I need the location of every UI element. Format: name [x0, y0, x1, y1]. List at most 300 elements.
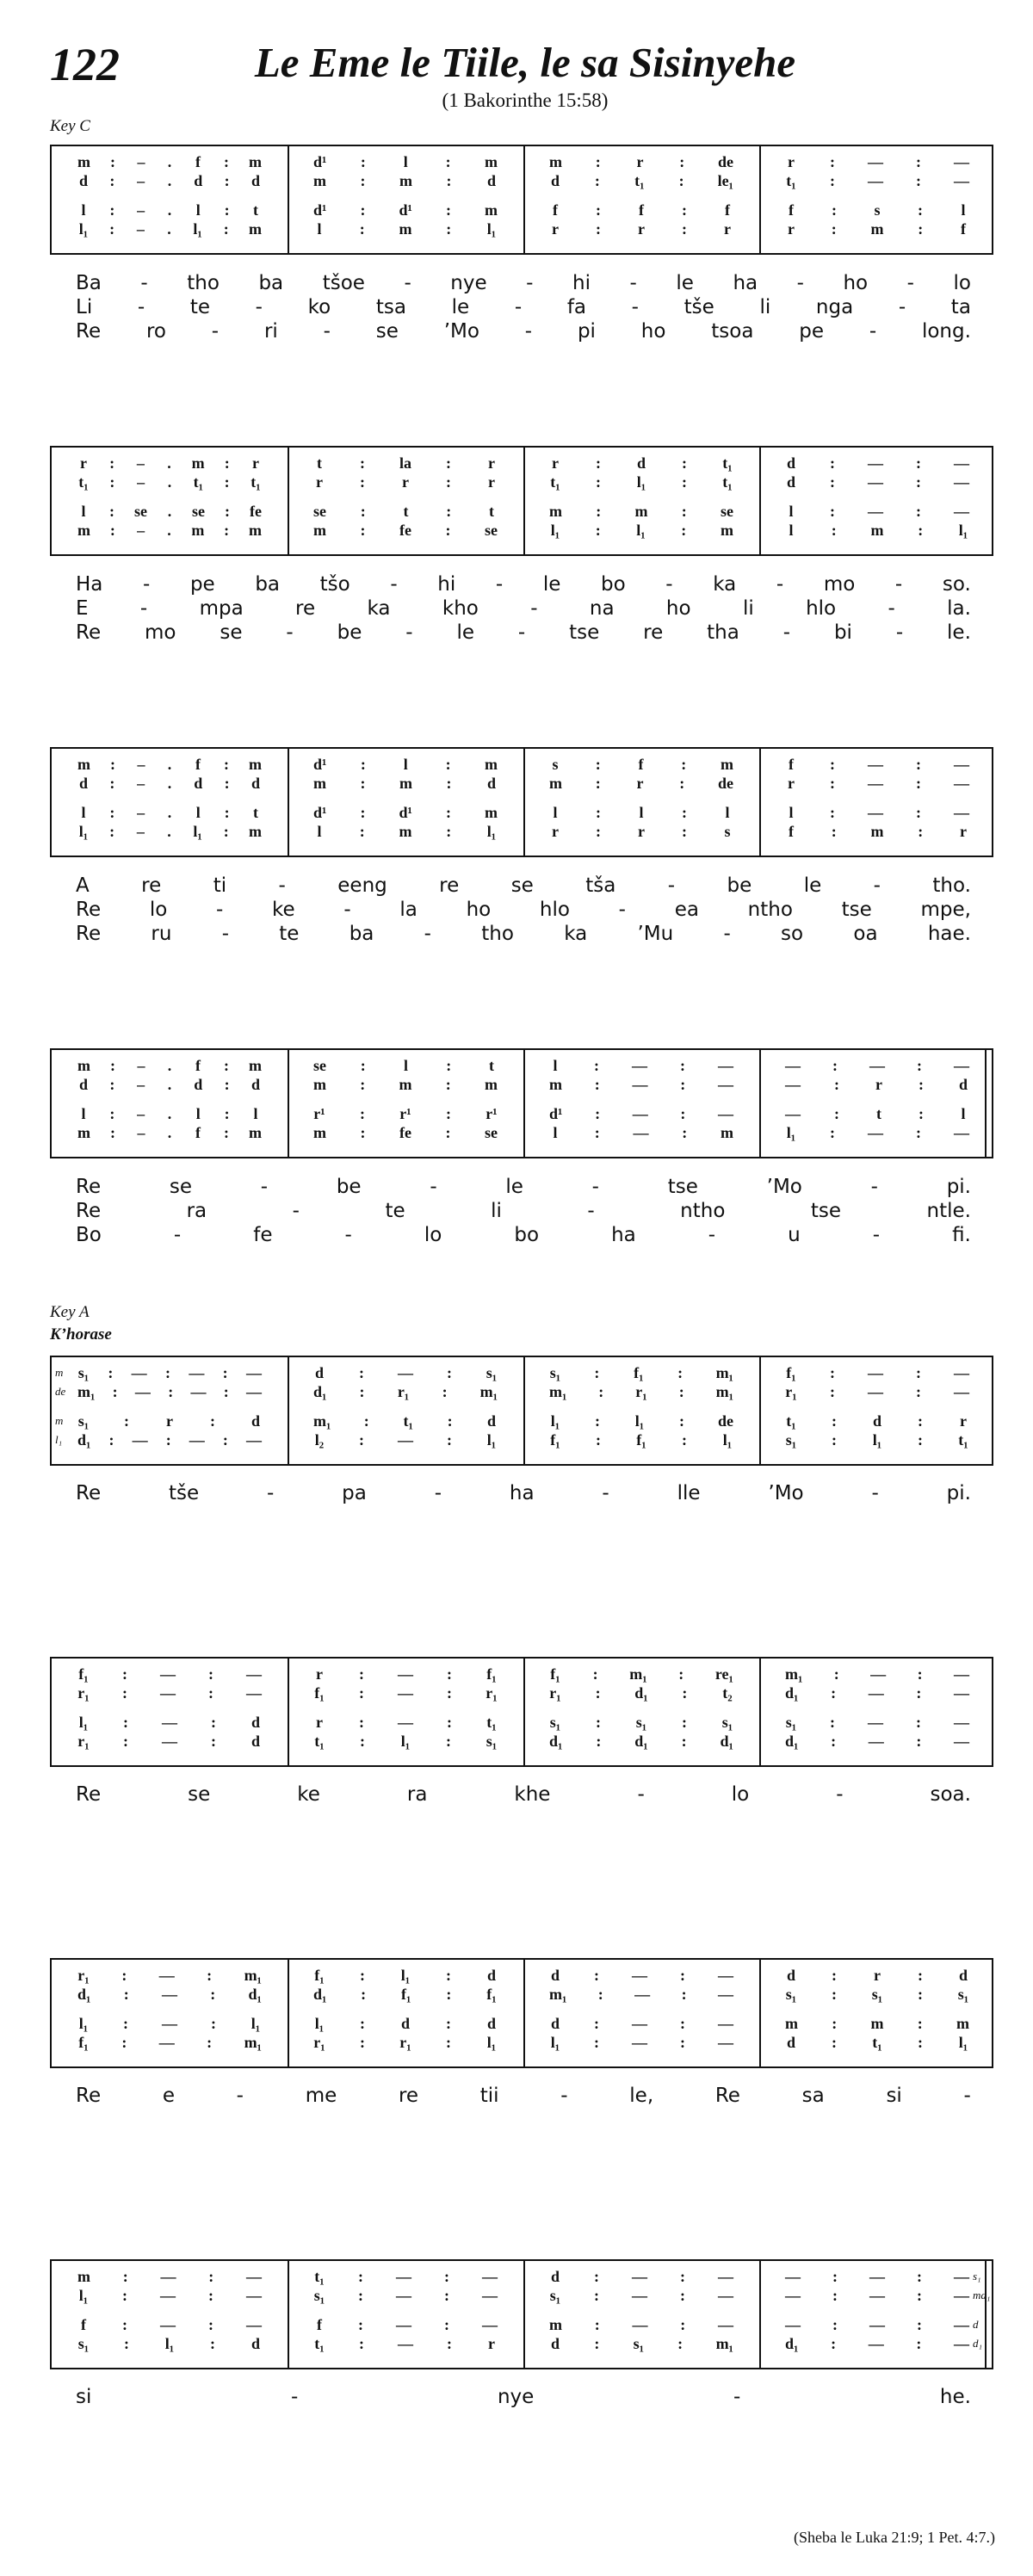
solfa-row — [77, 1383, 262, 1401]
solfa-note: t — [876, 1105, 881, 1122]
solfa-note: — — [868, 1714, 883, 1731]
solfa-note: d — [550, 1967, 560, 1984]
solfa-note: : — [445, 454, 451, 472]
lyric-syllable: ’Mo — [443, 320, 479, 343]
lyric-syllable: ho — [843, 272, 869, 294]
lyric-syllable: - — [560, 2085, 568, 2107]
solfa-note: — — [785, 1076, 801, 1093]
solfa-row — [785, 201, 969, 219]
lyric-syllable: lo — [953, 272, 971, 294]
lyric-syllable: khe — [514, 1783, 551, 1806]
solfa-note: : — [831, 823, 837, 840]
lyric-syllable: he. — [939, 2386, 971, 2408]
lyric-line — [76, 874, 971, 897]
solfa-row — [77, 473, 262, 491]
solfa-row — [313, 1076, 498, 1094]
lyric-syllable: be — [337, 621, 362, 644]
solfa-note: : — [831, 2335, 837, 2352]
solfa-note: t₁ — [634, 172, 645, 189]
solfa-note: f — [638, 756, 644, 773]
solfa-note: : — [109, 172, 115, 189]
solfa-note: : — [682, 1684, 688, 1702]
solfa-row — [549, 775, 733, 793]
lyric-syllable: se — [220, 621, 243, 644]
solfa-note: s₁ — [77, 1364, 90, 1381]
solfa-note: l — [553, 1124, 558, 1141]
solfa-note: r₁ — [397, 1383, 410, 1400]
lyric-syllable: - — [434, 1482, 442, 1504]
lyric-syllable: - — [782, 621, 791, 644]
lyric-syllable: le — [803, 874, 822, 897]
lyric-syllable: ri — [263, 320, 278, 343]
solfa-note: : — [211, 1714, 216, 1731]
solfa-note: : — [682, 1124, 688, 1141]
solfa-note: d — [486, 2015, 496, 2032]
solfa-row — [549, 454, 733, 473]
lyric-syllable: so — [781, 923, 804, 945]
solfa-note: r — [638, 220, 645, 238]
lyric-syllable: hi — [437, 573, 456, 596]
solfa-note: : — [445, 153, 451, 170]
solfa-row — [549, 1124, 733, 1142]
solfa-note: m₁ — [715, 2335, 733, 2352]
solfa-row — [313, 522, 498, 540]
solfa-note: : — [359, 1684, 364, 1702]
bar-line — [523, 2261, 525, 2368]
solfa-note: : — [916, 1383, 921, 1400]
lyric-syllable: ra — [406, 1783, 428, 1806]
solfa-note: de — [718, 775, 733, 792]
solfa-note: : — [164, 1364, 170, 1381]
solfa-note: d — [786, 2034, 795, 2051]
solfa-note: se — [192, 503, 205, 520]
solfa-note: : — [917, 1665, 923, 1683]
solfa-note: : — [224, 454, 230, 472]
solfa-note: : — [446, 775, 452, 792]
solfa-row — [785, 756, 969, 774]
solfa-row — [785, 1967, 969, 1985]
solfa-note: : — [917, 2015, 923, 2032]
solfa-note: . — [167, 756, 172, 773]
solfa-row — [549, 756, 733, 774]
solfa-note: : — [123, 2015, 128, 2032]
solfa-note: — — [398, 1714, 413, 1731]
solfa-note: r — [251, 454, 259, 472]
solfa-note: : — [830, 1714, 835, 1731]
solfa-note: : — [447, 1665, 452, 1683]
lyric-syllable: pe — [799, 320, 824, 343]
solfa-note: : — [109, 775, 115, 792]
solfa-note: — — [868, 454, 883, 472]
solfa-note: : — [444, 2268, 449, 2285]
solfa-note: — — [954, 1364, 969, 1381]
lyric-syllable: se — [169, 1176, 192, 1198]
solfa-note: : — [830, 1364, 835, 1381]
solfa-note: : — [830, 454, 835, 472]
solfa-row — [785, 1124, 969, 1142]
lyric-syllable: si — [76, 2386, 92, 2408]
solfa-note: s₁ — [77, 2335, 90, 2352]
solfa-note: l₁ — [550, 2034, 560, 2051]
solfa-note: : — [830, 153, 835, 170]
solfa-note: d¹ — [399, 201, 412, 219]
bar-line — [288, 146, 289, 253]
solfa-note: : — [224, 1076, 230, 1093]
solfa-note: r — [166, 1412, 173, 1430]
solfa-note: : — [446, 823, 452, 840]
lyric-syllable: tše — [168, 1482, 200, 1504]
solfa-note: : — [208, 2287, 213, 2304]
solfa-note: – — [137, 1124, 145, 1141]
solfa-note: l₁ — [872, 1431, 882, 1449]
lyric-syllable: pi — [577, 320, 596, 343]
solfa-row — [549, 1057, 733, 1075]
solfa-note: : — [594, 1124, 600, 1141]
lyric-syllable: re — [439, 874, 460, 897]
solfa-note: le₁ — [717, 172, 733, 189]
lyric-syllable: tše — [684, 296, 714, 318]
solfa-note: r₁ — [486, 1684, 498, 1702]
lyric-syllable: ntho — [680, 1200, 726, 1222]
solfa-note: m — [313, 1076, 326, 1093]
solfa-note: . — [167, 522, 171, 539]
solfa-note: s — [724, 823, 731, 840]
solfa-note: : — [916, 473, 921, 491]
solfa-note: d — [636, 454, 646, 472]
solfa-note: m — [249, 153, 262, 170]
solfa-note: d — [958, 1076, 968, 1093]
solfa-note: : — [122, 2268, 128, 2285]
solfa-note: m — [249, 1057, 262, 1074]
solfa-note: : — [446, 2034, 451, 2051]
solfa-row — [785, 1383, 969, 1401]
solfa-note: m — [721, 756, 733, 773]
solfa-note: m — [191, 454, 205, 472]
solfa-note: t₁ — [314, 2268, 325, 2285]
solfa-note: : — [359, 1431, 364, 1449]
solfa-note: l₁ — [958, 2034, 968, 2051]
solfa-note: : — [446, 172, 452, 189]
solfa-row — [313, 2335, 498, 2353]
solfa-note: : — [446, 1967, 451, 1984]
solfa-note: f₁ — [550, 1431, 560, 1449]
lyric-syllable: - — [291, 2386, 299, 2408]
solfa-note: d — [194, 1076, 203, 1093]
solfa-note: – — [137, 1105, 145, 1122]
lyric-syllable: E — [76, 597, 89, 620]
solfa-note: m — [77, 1057, 90, 1074]
solfa-note: — — [162, 1714, 177, 1731]
solfa-note: d¹ — [313, 201, 327, 219]
solfa-note: : — [831, 1684, 837, 1702]
lyric-syllable: ’Mo — [766, 1176, 802, 1198]
solfa-note: d — [486, 775, 496, 792]
solfa-note: m — [484, 201, 498, 219]
lyric-syllable: - — [524, 320, 533, 343]
solfa-note: : — [224, 522, 230, 539]
solfa-note: m — [484, 804, 498, 821]
solfa-note: : — [916, 775, 921, 792]
solfa-row — [785, 2335, 969, 2353]
solfa-note: — — [868, 756, 883, 773]
lyric-syllable: mo — [145, 621, 176, 644]
lyric-syllable: tsa — [375, 296, 406, 318]
solfa-note: : — [223, 220, 229, 238]
solfa-note: se — [134, 503, 147, 520]
solfa-note: l — [195, 1105, 201, 1122]
solfa-note: f — [195, 756, 201, 773]
solfa-note: – — [136, 454, 145, 472]
lyric-syllable: re — [643, 621, 664, 644]
solfa-note: — — [868, 172, 883, 189]
lyric-line — [76, 899, 971, 921]
solfa-note: d — [251, 1733, 260, 1750]
solfa-note: : — [833, 1665, 839, 1683]
solfa-note: l — [553, 804, 558, 821]
lyric-syllable: lo — [149, 899, 168, 921]
lyric-syllable: - — [587, 1200, 595, 1222]
solfa-note: — — [162, 1733, 177, 1750]
lyric-syllable: hi — [572, 272, 591, 294]
solfa-note: m — [248, 522, 262, 539]
solfa-note: l₁ — [486, 2034, 497, 2051]
lyric-syllable: - — [344, 1224, 352, 1246]
solfa-note: : — [596, 201, 601, 219]
bar-line — [288, 1960, 289, 2066]
solfa-note: : — [358, 2287, 363, 2304]
solfa-note: : — [681, 1733, 687, 1750]
lyric-syllable: si — [886, 2085, 902, 2107]
solfa-note: f₁ — [401, 1986, 411, 2003]
solfa-note: r₁ — [77, 1967, 90, 1984]
lyric-syllable: - — [873, 874, 881, 897]
solfa-row — [313, 756, 498, 774]
solfa-note: l₁ — [486, 1431, 497, 1449]
solfa-note: : — [123, 1733, 128, 1750]
lyric-syllable: - — [629, 272, 637, 294]
solfa-note: r — [636, 153, 644, 170]
scripture-reference: (1 Bakorinthe 15:58) — [442, 90, 609, 111]
solfa-row — [785, 454, 969, 473]
solfa-note: f — [789, 823, 794, 840]
solfa-note: d₁ — [785, 1733, 799, 1750]
solfa-note: . — [167, 172, 172, 189]
solfa-note: — — [132, 1431, 148, 1449]
lyric-line — [76, 272, 971, 294]
solfa-row — [549, 1383, 733, 1401]
solfa-note: : — [832, 1412, 837, 1430]
solfa-note: : — [594, 2287, 599, 2304]
solfa-note: re₁ — [714, 1665, 733, 1683]
solfa-note: f₁ — [550, 1665, 560, 1683]
bar-line — [523, 1960, 525, 2066]
bar-line — [288, 448, 289, 554]
solfa-note: — — [868, 473, 883, 491]
solfa-note: l₁ — [636, 522, 646, 539]
solfa-row — [785, 1105, 969, 1123]
solfa-note: t — [252, 201, 258, 219]
solfa-note: : — [832, 201, 837, 219]
lyric-syllable: - — [898, 296, 906, 318]
lyric-syllable: - — [836, 1783, 844, 1806]
lyric-syllable: mpa — [199, 597, 244, 620]
lyric-syllable: - — [637, 1783, 645, 1806]
solfa-note: : — [222, 1431, 228, 1449]
solfa-row — [785, 823, 969, 841]
solfa-row — [77, 220, 262, 238]
solfa-note: r — [552, 220, 559, 238]
solfa-row — [77, 804, 262, 822]
solfa-note: : — [359, 1714, 364, 1731]
solfa-row — [313, 172, 498, 190]
solfa-note: – — [137, 153, 145, 170]
solfa-note: : — [595, 1105, 601, 1122]
solfa-note: d — [486, 1967, 496, 1984]
solfa-note: d¹ — [313, 804, 327, 821]
solfa-note: : — [363, 1412, 369, 1430]
solfa-note: d — [550, 2335, 560, 2352]
solfa-note: : — [682, 1431, 687, 1449]
solfa-note: la — [399, 454, 411, 472]
solfa-note: : — [445, 522, 451, 539]
solfa-note: s₁ — [313, 2287, 325, 2304]
solfa-note: — — [160, 1665, 176, 1683]
solfa-note: r — [875, 1076, 882, 1093]
lyric-syllable: - — [871, 1482, 879, 1504]
solfa-row — [549, 522, 733, 540]
lyric-line — [76, 621, 971, 644]
solfa-note: r — [488, 2335, 495, 2352]
lyric-syllable: - — [260, 1176, 269, 1198]
solfa-note: m — [77, 1124, 90, 1141]
solfa-note: : — [834, 1105, 839, 1122]
solfa-note: — — [954, 172, 969, 189]
solfa-note: m — [248, 220, 262, 238]
solfa-note: : — [682, 201, 687, 219]
solfa-note: : — [360, 1967, 365, 1984]
lyric-syllable: so. — [942, 573, 971, 596]
solfa-note: : — [830, 172, 835, 189]
lyric-syllable: - — [526, 272, 534, 294]
solfa-note: : — [832, 1967, 837, 1984]
solfa-note: m₁ — [549, 1986, 567, 2003]
solfa-note: — — [246, 2287, 262, 2304]
lyric-syllable: ’Mo — [768, 1482, 804, 1504]
solfa-note: — — [189, 1364, 205, 1381]
solfa-note: d¹ — [549, 1105, 563, 1122]
solfa-row — [313, 1733, 498, 1751]
solfa-note: m — [191, 522, 205, 539]
lyric-syllable: Re — [76, 1783, 102, 1806]
solfa-note: : — [360, 1733, 365, 1750]
solfa-note: : — [680, 1967, 685, 1984]
solfa-row — [549, 1105, 733, 1123]
solfa-note: — — [632, 1076, 648, 1093]
solfa-note: — — [954, 454, 969, 472]
solfa-note: m — [399, 220, 412, 238]
solfa-row — [313, 2034, 498, 2052]
solfa-note: — — [868, 775, 883, 792]
solfa-note: : — [596, 823, 601, 840]
solfa-note: d — [786, 454, 795, 472]
solfa-note: s₁ — [549, 1714, 561, 1731]
solfa-row — [785, 172, 969, 190]
solfa-note: l₁ — [400, 1967, 411, 1984]
solfa-note: m — [870, 2015, 884, 2032]
solfa-note: : — [916, 2335, 922, 2352]
lyric-syllable: - — [591, 1176, 599, 1198]
solfa-note: l₂ — [314, 1431, 325, 1449]
solfa-note: : — [918, 522, 924, 539]
solfa-note: — — [246, 1684, 262, 1702]
solfa-note: r¹ — [399, 1105, 411, 1122]
solfa-row — [77, 1986, 262, 2004]
solfa-note: : — [680, 2287, 685, 2304]
solfa-note: : — [208, 2268, 214, 2285]
solfa-note: l₁ — [958, 522, 968, 539]
lyric-syllable: ho — [640, 320, 666, 343]
lyric-syllable: ea — [674, 899, 699, 921]
lyric-syllable: ’Mu — [637, 923, 674, 945]
lyric-syllable: fa — [566, 296, 587, 318]
lyric-syllable: ke — [297, 1783, 320, 1806]
lyric-syllable: - — [266, 1482, 275, 1504]
solfa-note: : — [360, 1105, 365, 1122]
solfa-note: : — [109, 522, 115, 539]
solfa-note: m — [549, 775, 562, 792]
solfa-note: : — [122, 2316, 127, 2333]
solfa-note: f — [639, 201, 644, 219]
solfa-note: d₁ — [785, 1684, 799, 1702]
lyric-syllable: - — [517, 621, 526, 644]
solfa-note: m — [313, 1124, 326, 1141]
solfa-row — [785, 1986, 969, 2004]
solfa-note: — — [246, 2268, 262, 2285]
solfa-note: l — [403, 1057, 408, 1074]
solfa-note: d₁ — [634, 1733, 648, 1750]
solfa-note: : — [447, 1412, 453, 1430]
solfa-note: : — [210, 1986, 216, 2003]
solfa-note: — — [398, 1684, 413, 1702]
lyric-line — [76, 296, 971, 318]
solfa-note: : — [594, 2034, 599, 2051]
solfa-note: s₁ — [549, 1364, 561, 1381]
lyric-syllable: Re — [76, 621, 102, 644]
solfa-note: : — [109, 1076, 115, 1093]
solfa-note: : — [832, 2015, 838, 2032]
lyric-syllable: - — [221, 923, 229, 945]
solfa-note: l₁ — [78, 2287, 89, 2304]
lyric-syllable: Re — [76, 320, 102, 343]
solfa-note: t₁ — [403, 1412, 413, 1430]
solfa-note: . — [167, 1105, 172, 1122]
lyric-syllable: ha — [611, 1224, 636, 1246]
solfa-row — [313, 2268, 498, 2286]
solfa-note: — — [245, 1364, 262, 1381]
lyric-syllable: le — [456, 621, 474, 644]
solfa-note: : — [165, 1431, 171, 1449]
solfa-note: l — [81, 201, 86, 219]
solfa-note: — — [718, 1967, 733, 1984]
solfa-note: de — [718, 1412, 733, 1430]
solfa-note: d¹ — [313, 756, 327, 773]
solfa-note: m — [870, 823, 884, 840]
solfa-note: : — [596, 1714, 601, 1731]
solfa-note: : — [360, 2015, 365, 2032]
solfa-note: : — [681, 522, 687, 539]
solfa-note: — — [954, 1057, 969, 1074]
solfa-note: f — [553, 201, 558, 219]
